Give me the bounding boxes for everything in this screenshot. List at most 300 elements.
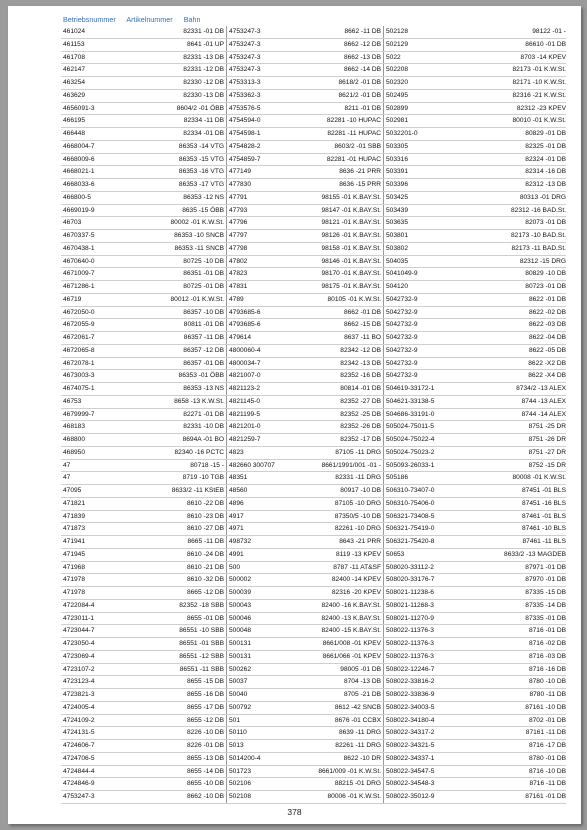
betriebsnummer-cell: 5042732-9 [386, 359, 418, 367]
betriebsnummer-cell: 508022-33816-2 [386, 678, 435, 686]
artikelnummer-bahn-cell: 8655 -16 DB [186, 691, 224, 698]
entry-pair [227, 307, 384, 319]
entry-pair [61, 52, 227, 64]
entry-pair [227, 179, 384, 191]
entry-pair [227, 256, 384, 268]
artikelnummer-bahn-cell: 8694A -01 BO [182, 436, 224, 443]
betriebsnummer-cell: 466448 [63, 130, 86, 137]
table-row [61, 396, 566, 409]
entry-pair [227, 600, 384, 612]
betriebsnummer-cell: 508020-33112-2 [386, 563, 434, 571]
artikelnummer-bahn-cell: 86351 -01 DB [183, 270, 224, 278]
entry-pair [384, 409, 568, 421]
entry-pair [61, 625, 227, 637]
artikelnummer-bahn-cell: 8637 -11 BO [344, 334, 381, 341]
entry-pair [384, 485, 568, 497]
entry-pair [384, 523, 568, 535]
artikelnummer-bahn-cell: 82312 -13 DB [525, 181, 566, 188]
entry-pair [61, 39, 227, 51]
artikelnummer-bahn-cell: 82312 -16 BAD.St. [511, 206, 566, 214]
entry-pair [61, 460, 227, 472]
artikelnummer-bahn-cell: 8665 -11 DB [187, 538, 224, 545]
betriebsnummer-cell: 503396 [386, 181, 409, 188]
betriebsnummer-cell: 462147 [63, 66, 86, 74]
betriebsnummer-cell: 4823 [229, 448, 244, 456]
entry-pair [227, 460, 384, 472]
betriebsnummer-cell: 4679999-7 [63, 410, 95, 418]
artikelnummer-bahn-cell: 82330 -13 DB [183, 91, 224, 99]
index-table [61, 26, 566, 804]
betriebsnummer-cell: 50040 [229, 691, 248, 698]
entry-pair [384, 651, 568, 663]
betriebsnummer-cell: 4753576-5 [229, 104, 261, 112]
table-row [61, 26, 566, 39]
betriebsnummer-cell: 4793685-6 [229, 321, 261, 329]
artikelnummer-bahn-cell: 8751 -27 DR [528, 448, 566, 456]
betriebsnummer-cell: 47797 [229, 232, 248, 239]
artikelnummer-bahn-cell: 8662 -15 DB [343, 321, 381, 329]
artikelnummer-bahn-cell: 8622 -X4 DB [528, 372, 566, 380]
artikelnummer-bahn-cell: 82400 -13 K.BAY.St. [321, 614, 381, 622]
entry-pair [384, 319, 568, 331]
betriebsnummer-cell: 471821 [63, 499, 86, 507]
entry-pair [227, 166, 384, 178]
betriebsnummer-cell: 4722084-4 [63, 601, 95, 609]
artikelnummer-bahn-cell: 8211 -01 DB [344, 104, 381, 112]
betriebsnummer-cell: 47831 [229, 283, 248, 290]
artikelnummer-bahn-cell: 80008 -01 K.W.St. [512, 474, 566, 482]
entry-pair [227, 549, 384, 561]
entry-pair [61, 256, 227, 268]
entry-pair [61, 638, 227, 650]
entry-pair [61, 268, 227, 280]
betriebsnummer-cell: 505024-75023-2 [386, 448, 435, 456]
betriebsnummer-cell: 508022-11376-3 [386, 652, 434, 660]
table-row [61, 536, 566, 549]
entry-pair [227, 345, 384, 357]
artikelnummer-bahn-cell: 8702 -01 DB [528, 716, 566, 724]
entry-pair [61, 562, 227, 574]
artikelnummer-bahn-cell: 82073 -01 DB [525, 219, 566, 227]
betriebsnummer-cell: 4896 [229, 499, 244, 507]
entry-pair [227, 511, 384, 523]
artikelnummer-bahn-cell: 98121 -01 K.BAY.St. [321, 219, 381, 227]
betriebsnummer-cell: 508022-11376-3 [386, 640, 434, 647]
entry-pair [384, 434, 568, 446]
betriebsnummer-cell: 5042732-9 [386, 372, 418, 380]
betriebsnummer-cell: 4674075-1 [63, 385, 95, 392]
entry-pair [61, 689, 227, 701]
betriebsnummer-cell: 47793 [229, 206, 248, 214]
artikelnummer-bahn-cell: 98158 -01 K.BAY.St. [321, 244, 381, 252]
table-row [61, 217, 566, 230]
artikelnummer-bahn-cell: 87350/5 -10 DB [334, 512, 381, 520]
artikelnummer-bahn-cell: 8716 -16 DB [528, 665, 566, 673]
entry-pair [384, 268, 568, 280]
betriebsnummer-cell: 471945 [63, 550, 86, 558]
betriebsnummer-cell: 5042732-9 [386, 295, 418, 303]
entry-pair [61, 179, 227, 191]
entry-pair [227, 562, 384, 574]
betriebsnummer-cell: 508022-34321-5 [386, 742, 435, 749]
table-row [61, 141, 566, 154]
entry-pair [227, 294, 384, 306]
artikelnummer-bahn-cell: 8716 -11 DB [529, 780, 566, 788]
table-row [61, 307, 566, 320]
entry-pair [227, 651, 384, 663]
entry-pair [384, 115, 568, 127]
artikelnummer-bahn-cell: 82281 -11 HUPAC [327, 130, 381, 137]
artikelnummer-bahn-cell: 8610 -21 DB [186, 563, 224, 571]
artikelnummer-bahn-cell: 8610 -32 DB [186, 576, 224, 584]
betriebsnummer-cell: 4673003-3 [63, 372, 95, 380]
table-row [61, 409, 566, 422]
betriebsnummer-cell: 4917 [229, 512, 244, 520]
entry-pair [61, 26, 227, 38]
artikelnummer-bahn-cell: 80917 -10 DB [340, 487, 381, 494]
entry-pair [384, 625, 568, 637]
table-row [61, 472, 566, 485]
entry-pair [61, 472, 227, 484]
artikelnummer-bahn-cell: 8610 -23 DB [186, 512, 224, 520]
artikelnummer-bahn-cell: 8622 -03 DB [528, 321, 566, 329]
table-row [61, 115, 566, 128]
entry-pair [61, 664, 227, 676]
betriebsnummer-cell: 4723821-3 [63, 691, 95, 698]
entry-pair [227, 472, 384, 484]
artikelnummer-bahn-cell: 86353 -13 NS [183, 385, 224, 392]
entry-pair [61, 421, 227, 433]
entry-pair [227, 409, 384, 421]
artikelnummer-bahn-cell: 82281 -01 HUPAC [326, 155, 381, 163]
betriebsnummer-cell: 503801 [386, 232, 409, 239]
table-row [61, 103, 566, 116]
artikelnummer-bahn-cell: 8780 -10 DB [528, 678, 566, 686]
artikelnummer-bahn-cell: 8622 -05 DB [528, 346, 566, 354]
betriebsnummer-cell: 50110 [229, 729, 247, 737]
entry-pair [61, 345, 227, 357]
entry-pair [61, 434, 227, 446]
artikelnummer-bahn-cell: 82314 -16 DB [525, 168, 566, 176]
artikelnummer-bahn-cell: 80006 -01 K.W.St. [327, 793, 381, 800]
betriebsnummer-cell: 508022-34317-2 [386, 729, 435, 737]
table-row [61, 319, 566, 332]
betriebsnummer-cell: 4723044-7 [63, 627, 95, 635]
entry-pair [61, 103, 227, 115]
table-row [61, 562, 566, 575]
artikelnummer-bahn-cell: 86551 -01 SBB [179, 640, 224, 647]
betriebsnummer-cell: 4789 [229, 295, 244, 303]
entry-pair [384, 562, 568, 574]
table-row [61, 638, 566, 651]
entry-pair [61, 511, 227, 523]
entry-pair [384, 472, 568, 484]
artikelnummer-bahn-cell: 8716 -03 DB [528, 652, 566, 660]
entry-pair [61, 791, 227, 803]
betriebsnummer-cell: 4724131-5 [63, 729, 95, 737]
betriebsnummer-cell: 5042732-9 [386, 346, 418, 354]
betriebsnummer-cell: 506321-75420-8 [386, 538, 435, 545]
table-row [61, 205, 566, 218]
entry-pair [384, 689, 568, 701]
entry-pair [61, 702, 227, 714]
artikelnummer-bahn-cell: 82352 -26 DB [340, 423, 381, 431]
entry-pair [227, 230, 384, 242]
artikelnummer-bahn-cell: 87161 -10 DB [525, 703, 566, 711]
betriebsnummer-cell: 500131 [229, 652, 252, 660]
entry-pair [384, 281, 568, 293]
entry-pair [384, 217, 568, 229]
betriebsnummer-cell: 4724005-4 [63, 703, 95, 711]
entry-pair [61, 523, 227, 535]
betriebsnummer-cell: 463629 [63, 91, 86, 99]
artikelnummer-bahn-cell: 8603/2 -01 SBB [334, 142, 381, 150]
artikelnummer-bahn-cell: 8622 -X2 DB [528, 359, 566, 367]
entry-pair [227, 39, 384, 51]
entry-pair [384, 179, 568, 191]
artikelnummer-bahn-cell: 86353 -14 VTG [178, 142, 224, 150]
entry-pair [227, 141, 384, 153]
betriebsnummer-cell: 502128 [386, 28, 409, 35]
entry-pair [384, 26, 568, 38]
betriebsnummer-cell: 500262 [229, 665, 252, 673]
artikelnummer-bahn-cell: 8703 -14 KPEV [520, 53, 566, 61]
betriebsnummer-cell: 502208 [386, 66, 409, 74]
entry-pair [227, 689, 384, 701]
entry-pair [227, 26, 384, 38]
entry-pair [227, 676, 384, 688]
table-row [61, 715, 566, 728]
artikelnummer-bahn-cell: 86353 -10 SNCB [174, 232, 224, 239]
artikelnummer-bahn-cell: 98122 -01 - [532, 28, 566, 35]
betriebsnummer-cell: 4724706-5 [63, 754, 95, 762]
artikelnummer-bahn-cell: 82330 -12 DB [183, 79, 224, 86]
entry-pair [384, 587, 568, 599]
artikelnummer-bahn-cell: 86551 -12 SBB [179, 652, 224, 660]
betriebsnummer-cell: 4672065-8 [63, 346, 95, 354]
entry-pair [384, 740, 568, 752]
betriebsnummer-cell: 503802 [386, 244, 409, 252]
entry-pair [384, 103, 568, 115]
artikelnummer-bahn-cell: 8655 -12 DB [186, 716, 224, 724]
betriebsnummer-cell: 508021-11268-3 [386, 601, 434, 609]
artikelnummer-bahn-cell: 86353 -17 VTG [178, 181, 224, 188]
betriebsnummer-cell: 508021-11270-9 [386, 614, 434, 622]
entry-pair [227, 702, 384, 714]
entry-pair [384, 715, 568, 727]
betriebsnummer-cell: 502981 [386, 117, 409, 125]
table-row [61, 128, 566, 141]
artikelnummer-bahn-cell: 82400 -16 K.BAY.St. [321, 601, 381, 609]
entry-pair [61, 613, 227, 625]
entry-pair [61, 753, 227, 765]
betriebsnummer-cell: 471978 [63, 589, 86, 596]
entry-pair [227, 192, 384, 204]
betriebsnummer-cell: 502495 [386, 91, 409, 99]
betriebsnummer-cell: 505024-75011-5 [386, 423, 434, 431]
artikelnummer-bahn-cell: 82312 -23 KPEV [516, 104, 566, 112]
entry-pair [384, 383, 568, 395]
betriebsnummer-cell: 4753247-3 [63, 793, 95, 800]
entry-pair [384, 421, 568, 433]
artikelnummer-bahn-cell: 82324 -01 DB [525, 155, 566, 163]
entry-pair [384, 230, 568, 242]
betriebsnummer-cell: 4724846-9 [63, 780, 95, 788]
betriebsnummer-cell: 508021-11238-6 [386, 589, 434, 596]
entry-pair [61, 230, 227, 242]
table-row [61, 332, 566, 345]
table-row [61, 727, 566, 740]
betriebsnummer-cell: 503316 [386, 155, 409, 163]
betriebsnummer-cell: 47798 [229, 244, 248, 252]
artikelnummer-bahn-cell: 8618/2 -01 DB [338, 79, 381, 86]
table-row [61, 230, 566, 243]
artikelnummer-bahn-cell: 82352 -25 DB [340, 410, 381, 418]
betriebsnummer-cell: 505186 [386, 474, 409, 482]
entry-pair [227, 358, 384, 370]
entry-pair [61, 766, 227, 778]
betriebsnummer-cell: 47 [63, 474, 71, 482]
betriebsnummer-cell: 461708 [63, 53, 86, 61]
table-row [61, 778, 566, 791]
artikelnummer-bahn-cell: 8716 -02 DB [528, 640, 566, 647]
betriebsnummer-cell: 508022-12246-7 [386, 665, 435, 673]
artikelnummer-bahn-cell: 98155 -01 K.BAY.St. [321, 193, 381, 201]
table-row [61, 753, 566, 766]
betriebsnummer-cell: 4753313-3 [229, 79, 261, 86]
entry-pair [384, 498, 568, 510]
artikelnummer-bahn-cell: 8655 -10 DB [186, 780, 224, 788]
betriebsnummer-cell: 4753247-3 [229, 66, 261, 74]
betriebsnummer-cell: 500002 [229, 576, 252, 584]
artikelnummer-bahn-cell: 98005 -01 DB [340, 665, 381, 673]
betriebsnummer-cell: 501 [229, 716, 241, 724]
table-row [61, 434, 566, 447]
entry-pair [384, 332, 568, 344]
betriebsnummer-cell: 471978 [63, 576, 86, 584]
betriebsnummer-cell: 477830 [229, 181, 252, 188]
table-row [61, 243, 566, 256]
entry-pair [61, 192, 227, 204]
artikelnummer-bahn-cell: 8704 -13 DB [343, 678, 381, 686]
artikelnummer-bahn-cell: 88215 -01 DRG [334, 780, 381, 788]
betriebsnummer-cell: 508022-11376-3 [386, 627, 434, 635]
column-header [63, 15, 209, 24]
table-row [61, 702, 566, 715]
table-row [61, 485, 566, 498]
entry-pair [227, 485, 384, 497]
betriebsnummer-cell: 506310-73407-0 [386, 487, 435, 494]
table-row [61, 766, 566, 779]
entry-pair [227, 727, 384, 739]
betriebsnummer-cell: 503391 [386, 168, 409, 176]
betriebsnummer-cell: 504686-33191-0 [386, 410, 435, 418]
artikelnummer-bahn-cell: 8716 -17 DB [528, 742, 566, 749]
betriebsnummer-cell: 506321-75419-0 [386, 525, 435, 533]
table-row [61, 179, 566, 192]
entry-pair [61, 574, 227, 586]
betriebsnummer-cell: 4669019-9 [63, 206, 95, 214]
betriebsnummer-cell: 47791 [229, 193, 248, 201]
artikelnummer-bahn-cell: 80725 -10 DB [183, 257, 224, 265]
entry-pair [227, 753, 384, 765]
table-row [61, 498, 566, 511]
entry-pair [227, 498, 384, 510]
entry-pair [384, 256, 568, 268]
artikelnummer-bahn-cell: 86353 -01 ÖBB [178, 372, 224, 380]
betriebsnummer-cell: 4668021-1 [63, 168, 95, 176]
entry-pair [227, 536, 384, 548]
artikelnummer-bahn-cell: 86357 -12 DB [183, 346, 224, 354]
artikelnummer-bahn-cell: 82325 -01 DB [525, 142, 566, 150]
betriebsnummer-cell: 502108 [229, 793, 252, 800]
artikelnummer-bahn-cell: 8661/008 -01 KPEV [322, 640, 381, 647]
betriebsnummer-cell: 504619-33172-1 [386, 385, 435, 392]
artikelnummer-bahn-cell: 8643 -21 PRR [339, 538, 381, 545]
betriebsnummer-cell: 500048 [229, 627, 252, 635]
betriebsnummer-cell: 4753247-3 [229, 53, 261, 61]
betriebsnummer-cell: 468950 [63, 448, 86, 456]
artikelnummer-bahn-cell: 86353 -12 NS [183, 193, 224, 201]
artikelnummer-bahn-cell: 82352 -18 SBB [179, 601, 224, 609]
betriebsnummer-cell: 47095 [63, 487, 82, 494]
betriebsnummer-cell: 4754859-7 [229, 155, 261, 163]
entry-pair [61, 64, 227, 76]
betriebsnummer-cell: 468800 [63, 436, 86, 443]
table-row [61, 268, 566, 281]
entry-pair [227, 332, 384, 344]
betriebsnummer-cell: 482660 300707 [229, 461, 275, 469]
betriebsnummer-cell: 503305 [386, 142, 409, 150]
entry-pair [61, 727, 227, 739]
table-row [61, 256, 566, 269]
entry-pair [384, 702, 568, 714]
betriebsnummer-cell: 50653 [386, 550, 405, 558]
betriebsnummer-cell: 502106 [229, 780, 252, 788]
artikelnummer-bahn-cell: 80725 -01 DB [183, 283, 224, 290]
artikelnummer-bahn-cell: 80718 -15 - [190, 461, 224, 469]
betriebsnummer-cell: 479614 [229, 334, 252, 341]
entry-pair [384, 766, 568, 778]
betriebsnummer-cell: 5042732-9 [386, 308, 418, 316]
table-row [61, 345, 566, 358]
table-row [61, 511, 566, 524]
artikelnummer-bahn-cell: 8655 -14 DB [186, 767, 224, 775]
entry-pair [384, 613, 568, 625]
table-row [61, 625, 566, 638]
betriebsnummer-cell: 46753 [63, 397, 82, 405]
artikelnummer-bahn-cell: 8636 -15 PRR [339, 181, 381, 188]
betriebsnummer-cell: 471873 [63, 525, 86, 533]
artikelnummer-bahn-cell: 8641 -01 UP [186, 40, 224, 48]
artikelnummer-bahn-cell: 86353 -11 SNCB [174, 244, 224, 252]
entry-pair [61, 281, 227, 293]
entry-pair [227, 778, 384, 790]
entry-pair [384, 205, 568, 217]
table-row [61, 154, 566, 167]
entry-pair [227, 613, 384, 625]
artikelnummer-bahn-cell: 80829 -01 DB [525, 130, 566, 137]
entry-pair [227, 205, 384, 217]
table-row [61, 460, 566, 473]
artikelnummer-bahn-cell: 8622 -01 DB [528, 295, 566, 303]
betriebsnummer-cell: 502129 [386, 40, 409, 48]
entry-pair [61, 307, 227, 319]
entry-pair [61, 370, 227, 382]
entry-pair [384, 307, 568, 319]
table-row [61, 689, 566, 702]
artikelnummer-bahn-cell: 98170 -01 K.BAY.St. [321, 270, 381, 278]
